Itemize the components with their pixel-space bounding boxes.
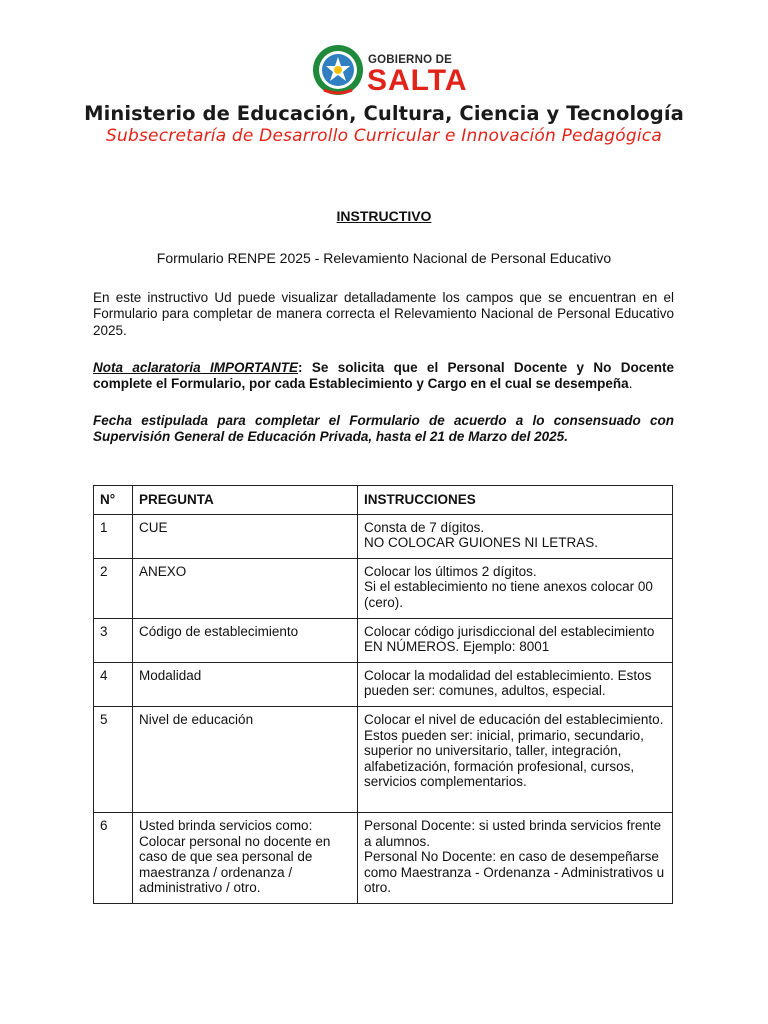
header-numero: N° (94, 486, 133, 515)
instruccion-text: Estos pueden ser: inicial, primario, secundario, superior no universitario, taller, integración, alfabetización, formación profesional, cursos, servicios complementarios. (364, 727, 644, 790)
row-pregunta (133, 812, 358, 903)
instruccion-text: Personal No Docente: en caso de desempeñarse como Maestranza - Ordenanza - Administrativos u otro. (364, 849, 665, 896)
nota-label: Nota aclaratoria IMPORTANTE (93, 360, 298, 375)
nota-paragraph (93, 360, 674, 393)
instruccion-text: Colocar la modalidad del establecimiento. Estos pueden ser: comunes, adultos, especial. (364, 667, 652, 699)
row-number: 6 (94, 812, 133, 903)
table-row (94, 662, 673, 706)
salta-seal-icon (312, 44, 364, 96)
ministry-name: Ministerio de Educación, Cultura, Ciencia y Tecnología (84, 102, 684, 125)
pregunta-text: ANEXO (139, 563, 187, 579)
document-title: INSTRUCTIVO (336, 208, 432, 224)
government-logo (312, 44, 472, 100)
instruccion-text: Si el establecimiento no tiene anexos colocar 00 (cero). (364, 579, 653, 610)
fecha-paragraph: Fecha estipulada para completar el Formulario de acuerdo a lo consensuado con Supervisión General de Educación Privada, hasta el 21 de Marzo del 2025. (93, 413, 674, 445)
row-instrucciones (358, 706, 673, 812)
subsecretaria-name: Subsecretaría de Desarrollo Curricular e Innovación Pedagógica (106, 126, 662, 146)
instruccion-text: Colocar el nivel de educación del establecimiento. (364, 711, 664, 727)
row-pregunta (133, 514, 358, 558)
row-number: 1 (94, 514, 133, 558)
row-instrucciones (358, 618, 673, 662)
table-row (94, 812, 673, 903)
row-number: 3 (94, 618, 133, 662)
table-row (94, 514, 673, 558)
row-number: 2 (94, 558, 133, 618)
instruccion-text: NO COLOCAR GUIONES NI LETRAS. (364, 535, 599, 551)
nota-text: Se solicita que el Personal Docente y No Docente complete el Formulario, por cada Establecimiento y Cargo en el cual se desempeña (93, 360, 674, 392)
row-pregunta (133, 558, 358, 618)
table-row (94, 558, 673, 618)
document-subtitle: Formulario RENPE 2025 - Relevamiento Nacional de Personal Educativo (156, 250, 612, 266)
row-instrucciones (358, 662, 673, 706)
instructions-table (93, 485, 673, 904)
row-number: 5 (94, 706, 133, 812)
logo-text-salta: SALTA (367, 64, 468, 97)
instruccion-text: Colocar los últimos 2 dígitos. (364, 563, 537, 579)
pregunta-text: CUE (139, 519, 168, 535)
row-instrucciones (358, 812, 673, 903)
row-pregunta (133, 706, 358, 812)
row-instrucciones (358, 558, 673, 618)
pregunta-text: Nivel de educación (139, 711, 254, 727)
table-row (94, 706, 673, 812)
nota-end: . (628, 376, 633, 392)
header-instrucciones: INSTRUCCIONES (358, 486, 673, 515)
row-number: 4 (94, 662, 133, 706)
header-pregunta: PREGUNTA (133, 486, 358, 515)
row-pregunta (133, 618, 358, 662)
intro-paragraph: En este instructivo Ud puede visualizar detalladamente los campos que se encuentran en el Formulario para completar de manera correcta el Relevamiento Nacional de Personal Educativo 2025. (93, 290, 674, 338)
table-row (94, 618, 673, 662)
pregunta-text: Código de establecimiento (139, 623, 299, 639)
pregunta-text: Modalidad (139, 667, 202, 683)
instruccion-text: Personal Docente: si usted brinda servicios frente a alumnos. (364, 817, 662, 849)
logo-text-gobierno: GOBIERNO DE (368, 54, 452, 66)
instruccion-text: Colocar código jurisdiccional del establecimiento EN NÚMEROS. Ejemplo: 8001 (364, 623, 655, 655)
row-instrucciones (358, 514, 673, 558)
table-header-row (94, 486, 673, 515)
row-pregunta (133, 662, 358, 706)
pregunta-text: Usted brinda servicios como: Colocar personal no docente en caso de que sea personal de maestranza / ordenanza / administrativo / otro. (139, 817, 331, 896)
instruccion-text: Consta de 7 dígitos. (364, 519, 485, 535)
nota-colon: : (298, 360, 303, 375)
